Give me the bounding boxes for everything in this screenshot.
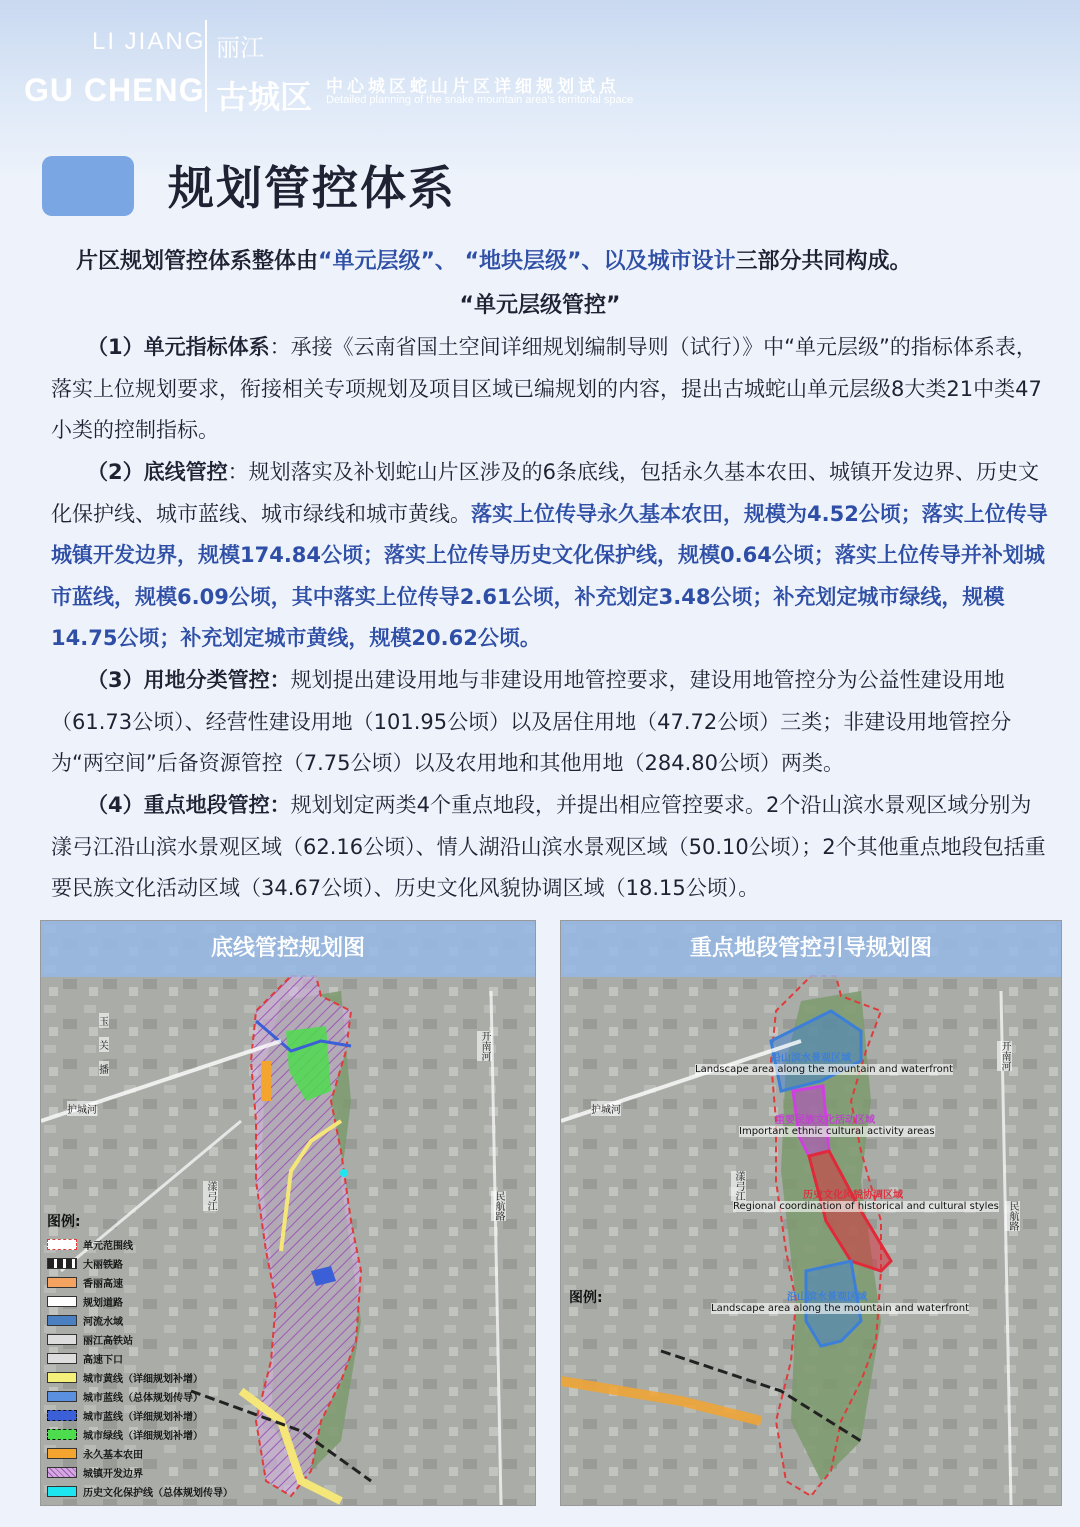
- legend-label: 大丽铁路: [83, 1260, 123, 1271]
- legend-swatch: [47, 1353, 77, 1364]
- legend-swatch: [47, 1315, 77, 1326]
- paragraph-4-label: （4）重点地段管控：: [87, 793, 291, 817]
- legend-row: [47, 1368, 267, 1387]
- legend-row: [47, 1406, 267, 1425]
- paragraph-2-label: （2）底线管控: [87, 460, 228, 484]
- page-title: 规划管控体系: [168, 161, 456, 215]
- legend-label: 城市黄线（详细规划补增）: [83, 1374, 203, 1385]
- baseline-map-legend: [47, 1211, 267, 1501]
- brand-cn-line1: 丽江: [216, 34, 264, 62]
- key-area-map-title: 重点地段管控引导规划图: [561, 921, 1061, 977]
- legend-row: [47, 1330, 267, 1349]
- legend-title: 图例:: [47, 1214, 81, 1230]
- legend-row: [47, 1292, 267, 1311]
- legend-swatch: [47, 1391, 77, 1402]
- zone-1-en: Landscape area along the mountain and waterfront: [695, 1064, 954, 1075]
- legend-label: 丽江高铁站: [83, 1336, 133, 1347]
- right-legend-title: 图例:: [569, 1290, 603, 1306]
- legend-swatch: [47, 1448, 77, 1459]
- intro-line: [76, 244, 912, 275]
- legend-row: [47, 1254, 267, 1273]
- legend-label: 规划道路: [83, 1298, 123, 1309]
- paragraph-1-text: ：承接《云南省国土空间详细规划编制导则（试行）》中“单元层级”的指标体系表，落实上位规划要求，衔接相关专项规划及项目区域已编规划的内容，提出古城蛇山单元层级8大类21中类47小类的控制指标。: [51, 335, 1042, 442]
- legend-row: [47, 1463, 267, 1482]
- zone-1-cn: 沿山滨水景观区域: [771, 1053, 851, 1064]
- legend-label: 河流水域: [83, 1317, 123, 1328]
- legend-swatch: [47, 1486, 77, 1497]
- map-label-6: 漾弓江: [205, 1181, 216, 1211]
- legend-label: 永久基本农田: [83, 1450, 143, 1461]
- header-subtitle-en: Detailed planning of the snake mountain area's territorial space: [326, 94, 634, 106]
- legend-swatch: [47, 1296, 77, 1307]
- legend-label: 香丽高速: [83, 1279, 123, 1290]
- heritage-protection-point: [340, 1169, 348, 1177]
- right-map-label-3: 漾弓江: [733, 1171, 744, 1201]
- right-map-label-2: 护城河: [591, 1101, 621, 1116]
- legend-row: [47, 1311, 267, 1330]
- zone-3-en: Regional coordination of historical and cultural styles: [733, 1201, 999, 1212]
- legend-swatch: [47, 1410, 77, 1421]
- paragraph-3: [51, 660, 1051, 785]
- map-label-1: 玉: [99, 1013, 109, 1028]
- legend-label: 城镇开发边界: [83, 1469, 143, 1480]
- paragraph-2-blue-text: 落实上位传导永久基本农田，规模为4.52公顷；落实上位传导城镇开发边界，规模174.84公顷；落实上位传导历史文化保护线，规模0.64公顷；落实上位传导并补划城市蓝线，规模6.09公顷，其中落实上位传导2.61公顷，补充划定3.48公顷；补充划定城市绿线，规模14.75公顷；补充划定城市黄线，规模20.62公顷。: [51, 501, 1048, 650]
- paragraph-3-text: 规划提出建设用地与非建设用地管控要求，建设用地管控分为公益性建设用地（61.73公顷）、经营性建设用地（101.95公顷）以及居住用地（47.72公顷）三类；非建设用地管控分为“两空间”后备资源管控（7.75公顷）以及农用地和其他用地（284.80公顷）两类。: [51, 668, 1012, 775]
- subheading: “单元层级管控”: [459, 293, 621, 318]
- legend-row: [47, 1444, 267, 1463]
- legend-swatch: [47, 1277, 77, 1288]
- paragraph-3-label: （3）用地分类管控：: [87, 668, 291, 692]
- legend-swatch: [47, 1239, 77, 1250]
- legend-row: [47, 1235, 267, 1254]
- map-label-5: 护城河: [67, 1101, 97, 1116]
- legend-label: 城市蓝线（详细规划补增）: [83, 1412, 203, 1423]
- header-divider: [205, 20, 207, 112]
- header-subtitle: 中心城区蛇山片区详细规划试点: [326, 77, 620, 97]
- intro-part2: “单元层级”、 “地块层级”、以及城市设计: [318, 249, 736, 274]
- farmland-patch: [261, 1061, 271, 1101]
- map-label-2: 关: [99, 1037, 109, 1052]
- legend-row: [47, 1349, 267, 1368]
- legend-label: 单元范围线: [83, 1241, 133, 1252]
- map-label-7: 民航路: [493, 1191, 504, 1221]
- legend-swatch: [47, 1334, 77, 1345]
- zone-4-en: Landscape area along the mountain and waterfront: [711, 1303, 970, 1314]
- legend-swatch: [47, 1429, 77, 1440]
- map-label-3: 播: [99, 1061, 109, 1076]
- legend-swatch: [47, 1258, 77, 1269]
- legend-label: 历史文化保护线（总体规划传导）: [83, 1488, 233, 1499]
- brand-en-line1: LI JIANG: [92, 28, 206, 55]
- zone-2-en: Important ethnic cultural activity areas: [739, 1126, 935, 1137]
- zone-2-cn: 重要民族文化活动区域: [775, 1115, 875, 1126]
- map-label-4: 开南河: [479, 1031, 490, 1061]
- legend-row: [47, 1387, 267, 1406]
- legend-row: [47, 1425, 267, 1444]
- legend-swatch: [47, 1467, 77, 1478]
- legend-label: 高速下口: [83, 1355, 123, 1366]
- right-map-label-1: 开南河: [999, 1041, 1010, 1071]
- key-area-map-graphic: [561, 921, 1061, 1505]
- zone-3-cn: 历史文化风貌协调区域: [803, 1190, 903, 1201]
- legend-row: [47, 1482, 267, 1501]
- zone-4-cn: 沿山滨水景观区域: [787, 1292, 867, 1303]
- intro-part3: 三部分共同构成。: [735, 249, 912, 274]
- paragraph-1: [51, 327, 1051, 452]
- paragraph-2-text: ：规划落实及补划蛇山片区涉及的6条底线，包括永久基本农田、城镇开发边界、历史文化保护线、城市蓝线、城市绿线和城市黄线。: [51, 460, 1039, 526]
- paragraph-4: [51, 785, 1051, 910]
- brand-en-line2: GU CHENG: [24, 72, 205, 108]
- title-accent-block: [42, 156, 134, 216]
- paragraph-4-text: 规划划定两类4个重点地段，并提出相应管控要求。2个沿山滨水景观区域分别为漾弓江沿山滨水景观区域（62.16公顷）、情人湖沿山滨水景观区域（50.10公顷）；2个其他重点地段包括重要民族文化活动区域（34.67公顷）、历史文化风貌协调区域（18.15公顷）。: [51, 793, 1046, 900]
- baseline-map-title: 底线管控规划图: [41, 921, 535, 977]
- brand-cn-line2: 古城区: [216, 78, 313, 116]
- paragraph-1-label: （1）单元指标体系: [87, 335, 270, 359]
- right-map-label-4: 民航路: [1007, 1201, 1018, 1231]
- baseline-control-map: [40, 920, 536, 1506]
- legend-label: 城市绿线（详细规划补增）: [83, 1431, 203, 1442]
- legend-row: [47, 1273, 267, 1292]
- legend-label: 城市蓝线（总体规划传导）: [83, 1393, 203, 1404]
- intro-part1: 片区规划管控体系整体由: [76, 249, 319, 274]
- key-area-guidance-map: [560, 920, 1062, 1506]
- legend-swatch: [47, 1372, 77, 1383]
- paragraph-2: [51, 452, 1051, 660]
